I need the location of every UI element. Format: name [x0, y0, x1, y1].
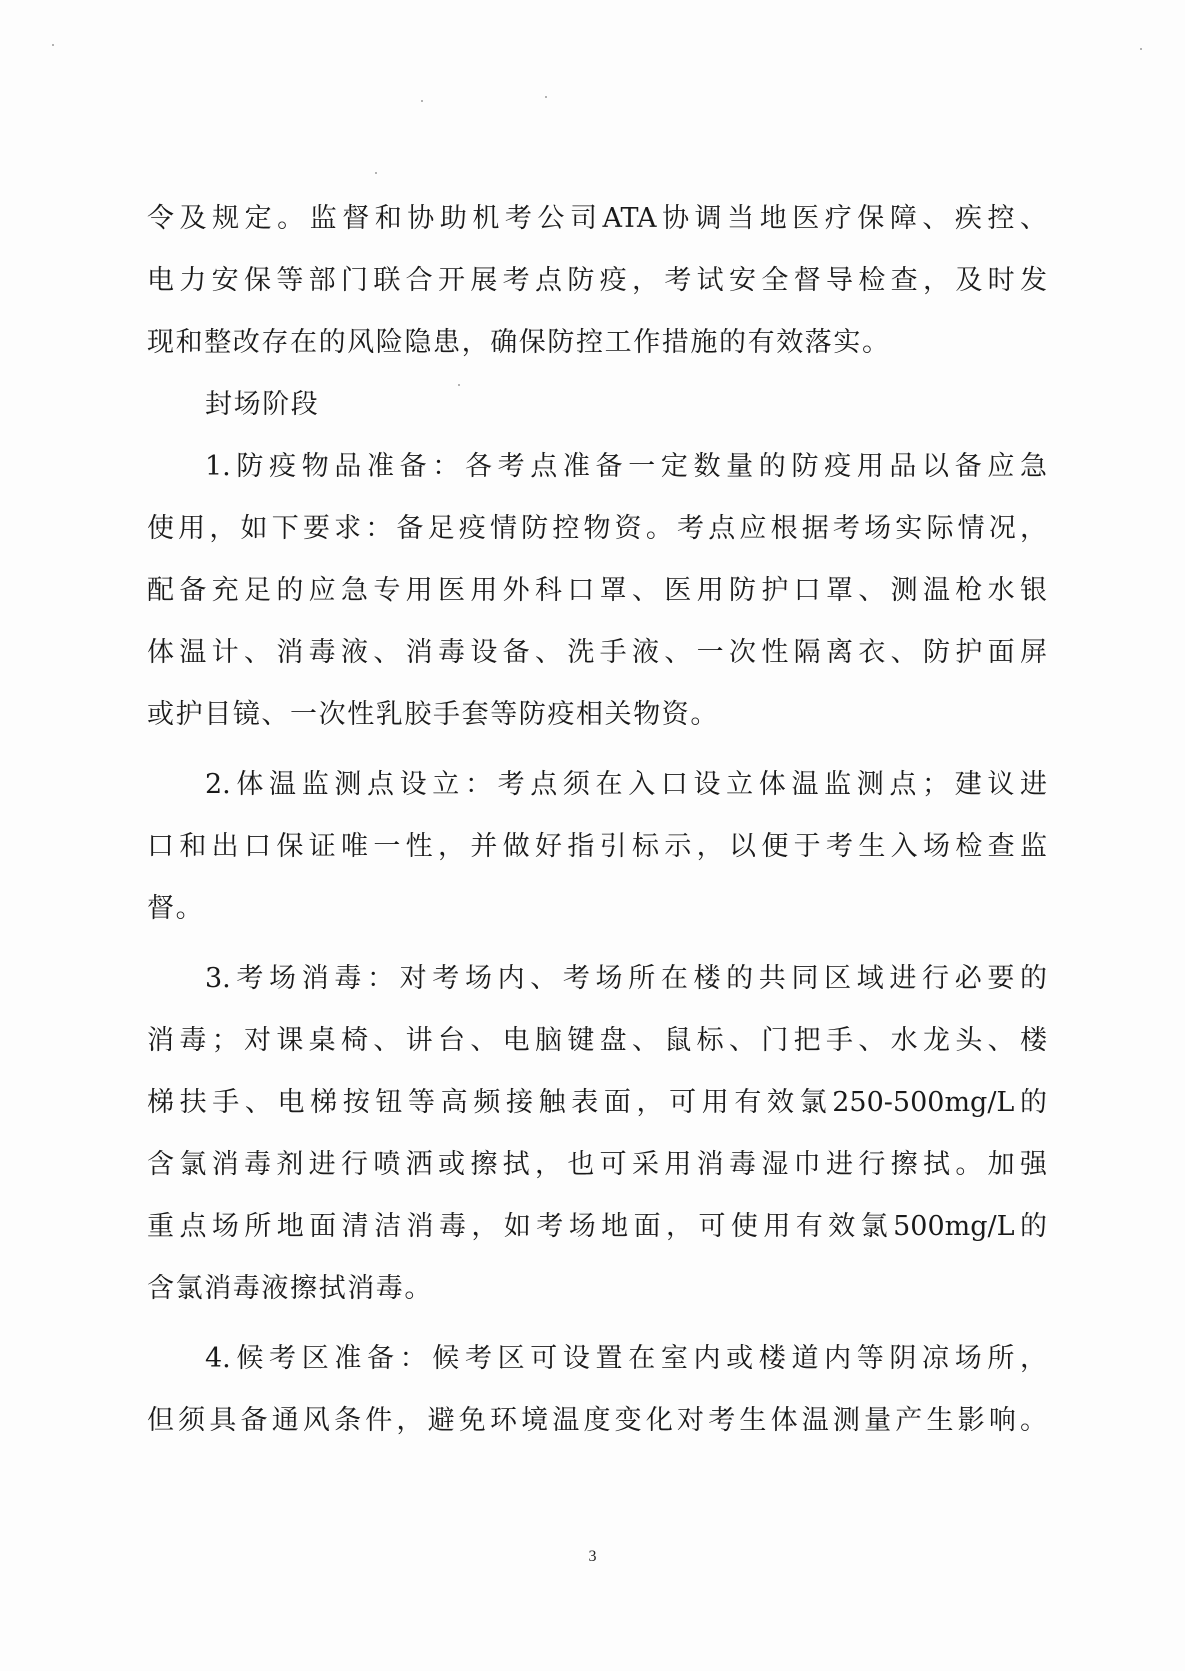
paragraph-line: 含氯消毒剂进行喷洒或擦拭，也可采用消毒湿巾进行擦拭。加强 — [147, 1149, 1047, 1180]
paragraph-line: 口和出口保证唯一性，并做好指引标示，以便于考生入场检查监 — [147, 831, 1047, 862]
section-heading: 封场阶段 — [205, 389, 320, 420]
paragraph-line: 4.候考区准备：候考区可设置在室内或楼道内等阴凉场所， — [205, 1343, 1047, 1374]
paragraph-line: 督。 — [147, 893, 205, 924]
paragraph-line: 3.考场消毒：对考场内、考场所在楼的共同区域进行必要的 — [205, 963, 1047, 994]
scan-speck — [1140, 48, 1142, 50]
paragraph-line: 梯扶手、电梯按钮等高频接触表面，可用有效氯250-500mg/L的 — [147, 1087, 1047, 1118]
scan-speck — [545, 96, 547, 98]
paragraph-line: 使用，如下要求：备足疫情防控物资。考点应根据考场实际情况， — [147, 513, 1047, 544]
scan-speck — [52, 44, 54, 46]
paragraph-line: 1.防疫物品准备：各考点准备一定数量的防疫用品以备应急 — [205, 451, 1047, 482]
scan-speck — [375, 172, 377, 174]
paragraph-line: 现和整改存在的风险隐患，确保防控工作措施的有效落实。 — [147, 327, 891, 358]
paragraph-line: 配备充足的应急专用医用外科口罩、医用防护口罩、测温枪水银 — [147, 575, 1047, 606]
paragraph-line: 含氯消毒液擦拭消毒。 — [147, 1273, 433, 1304]
paragraph-line: 体温计、消毒液、消毒设备、洗手液、一次性隔离衣、防护面屏 — [147, 637, 1047, 668]
document-body — [147, 188, 1047, 1452]
paragraph-line: 或护目镜、一次性乳胶手套等防疫相关物资。 — [147, 699, 719, 730]
page-number: 3 — [588, 1548, 597, 1565]
paragraph-line: 但须具备通风条件，避免环境温度变化对考生体温测量产生影响。 — [147, 1405, 1047, 1436]
paragraph-line: 电力安保等部门联合开展考点防疫，考试安全督导检查，及时发 — [147, 265, 1047, 296]
scan-speck — [421, 100, 423, 102]
paragraph-line: 重点场所地面清洁消毒，如考场地面，可使用有效氯500mg/L的 — [147, 1211, 1047, 1242]
paragraph-line: 2.体温监测点设立：考点须在入口设立体温监测点；建议进 — [205, 769, 1047, 800]
paragraph-line: 令及规定。监督和协助机考公司ATA协调当地医疗保障、疾控、 — [147, 203, 1047, 234]
paragraph-line: 消毒；对课桌椅、讲台、电脑键盘、鼠标、门把手、水龙头、楼 — [147, 1025, 1047, 1056]
